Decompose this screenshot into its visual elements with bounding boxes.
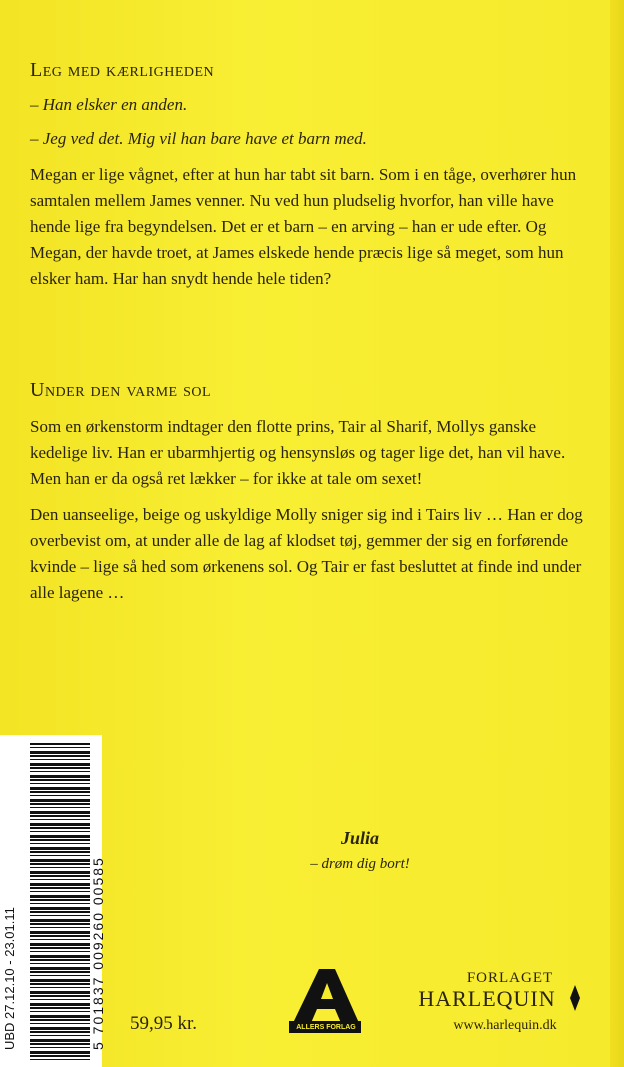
story-section-1 [30,58,590,302]
price: 59,95 kr. [130,1013,198,1034]
story-2-paragraph-2: Den uanseelige, beige og uskyldige Molly sniger sig ind i Tairs liv … Han er dog overbevist om, at under alle de lag af klodset tøj, gemmer der sig en forførende kvinde – lige så hed som ørkenens sol. Og Tair er fast besluttet at finde ind under alle lagene … [30,505,583,602]
story-2-heading: Under den varme sol [30,379,212,401]
story-2-paragraph-1: Som en ørkenstorm indtager den flotte prins, Tair al Sharif, Mollys ganske kedelige liv. Han er ubarmhjertig og hensynsløs og tager lige det, han vil have. Men han er da også ret lækker – for ikke at tale om sexet! [30,417,566,488]
barcode-bars [30,743,90,1061]
barcode-ean-text: 5 701837 009260 00585 [90,856,106,1050]
allers-label: ALLERS FORLAG [296,1024,356,1031]
barcode-date-text: UBD 27.12.10 - 23.01.11 [2,907,17,1050]
series-name: Julia [340,828,379,848]
story-1-quote-2: – Jeg ved det. Mig vil han bare have et barn med. [30,129,367,148]
story-1-quote-1: – Han elsker en anden. [30,95,188,114]
story-1-body: Megan er lige vågnet, efter at hun har tabt sit barn. Som i en tåge, overhører hun samtalen mellem James venner. Nu ved hun pludselig hvorfor, han ville have hende lige fra begyndelsen. Det er et barn – en arving – han er ude efter. Og Megan, der havde troet, at James elskede hende præcis lige så meget, som hun elsker ham. Har han snydt hende hele tiden? [30,165,577,288]
series-slogan: – drøm dig bort! [310,856,410,872]
publisher-forlaget: FORLAGET [466,970,554,986]
story-section-2 [30,378,590,616]
cover-edge [610,0,624,1067]
story-1-heading: Leg med kærligheden [30,59,215,81]
harlequin-diamond-icon [570,985,580,1011]
publisher-name: HARLEQUIN [418,986,556,1011]
publisher-url: www.harlequin.dk [453,1018,557,1033]
